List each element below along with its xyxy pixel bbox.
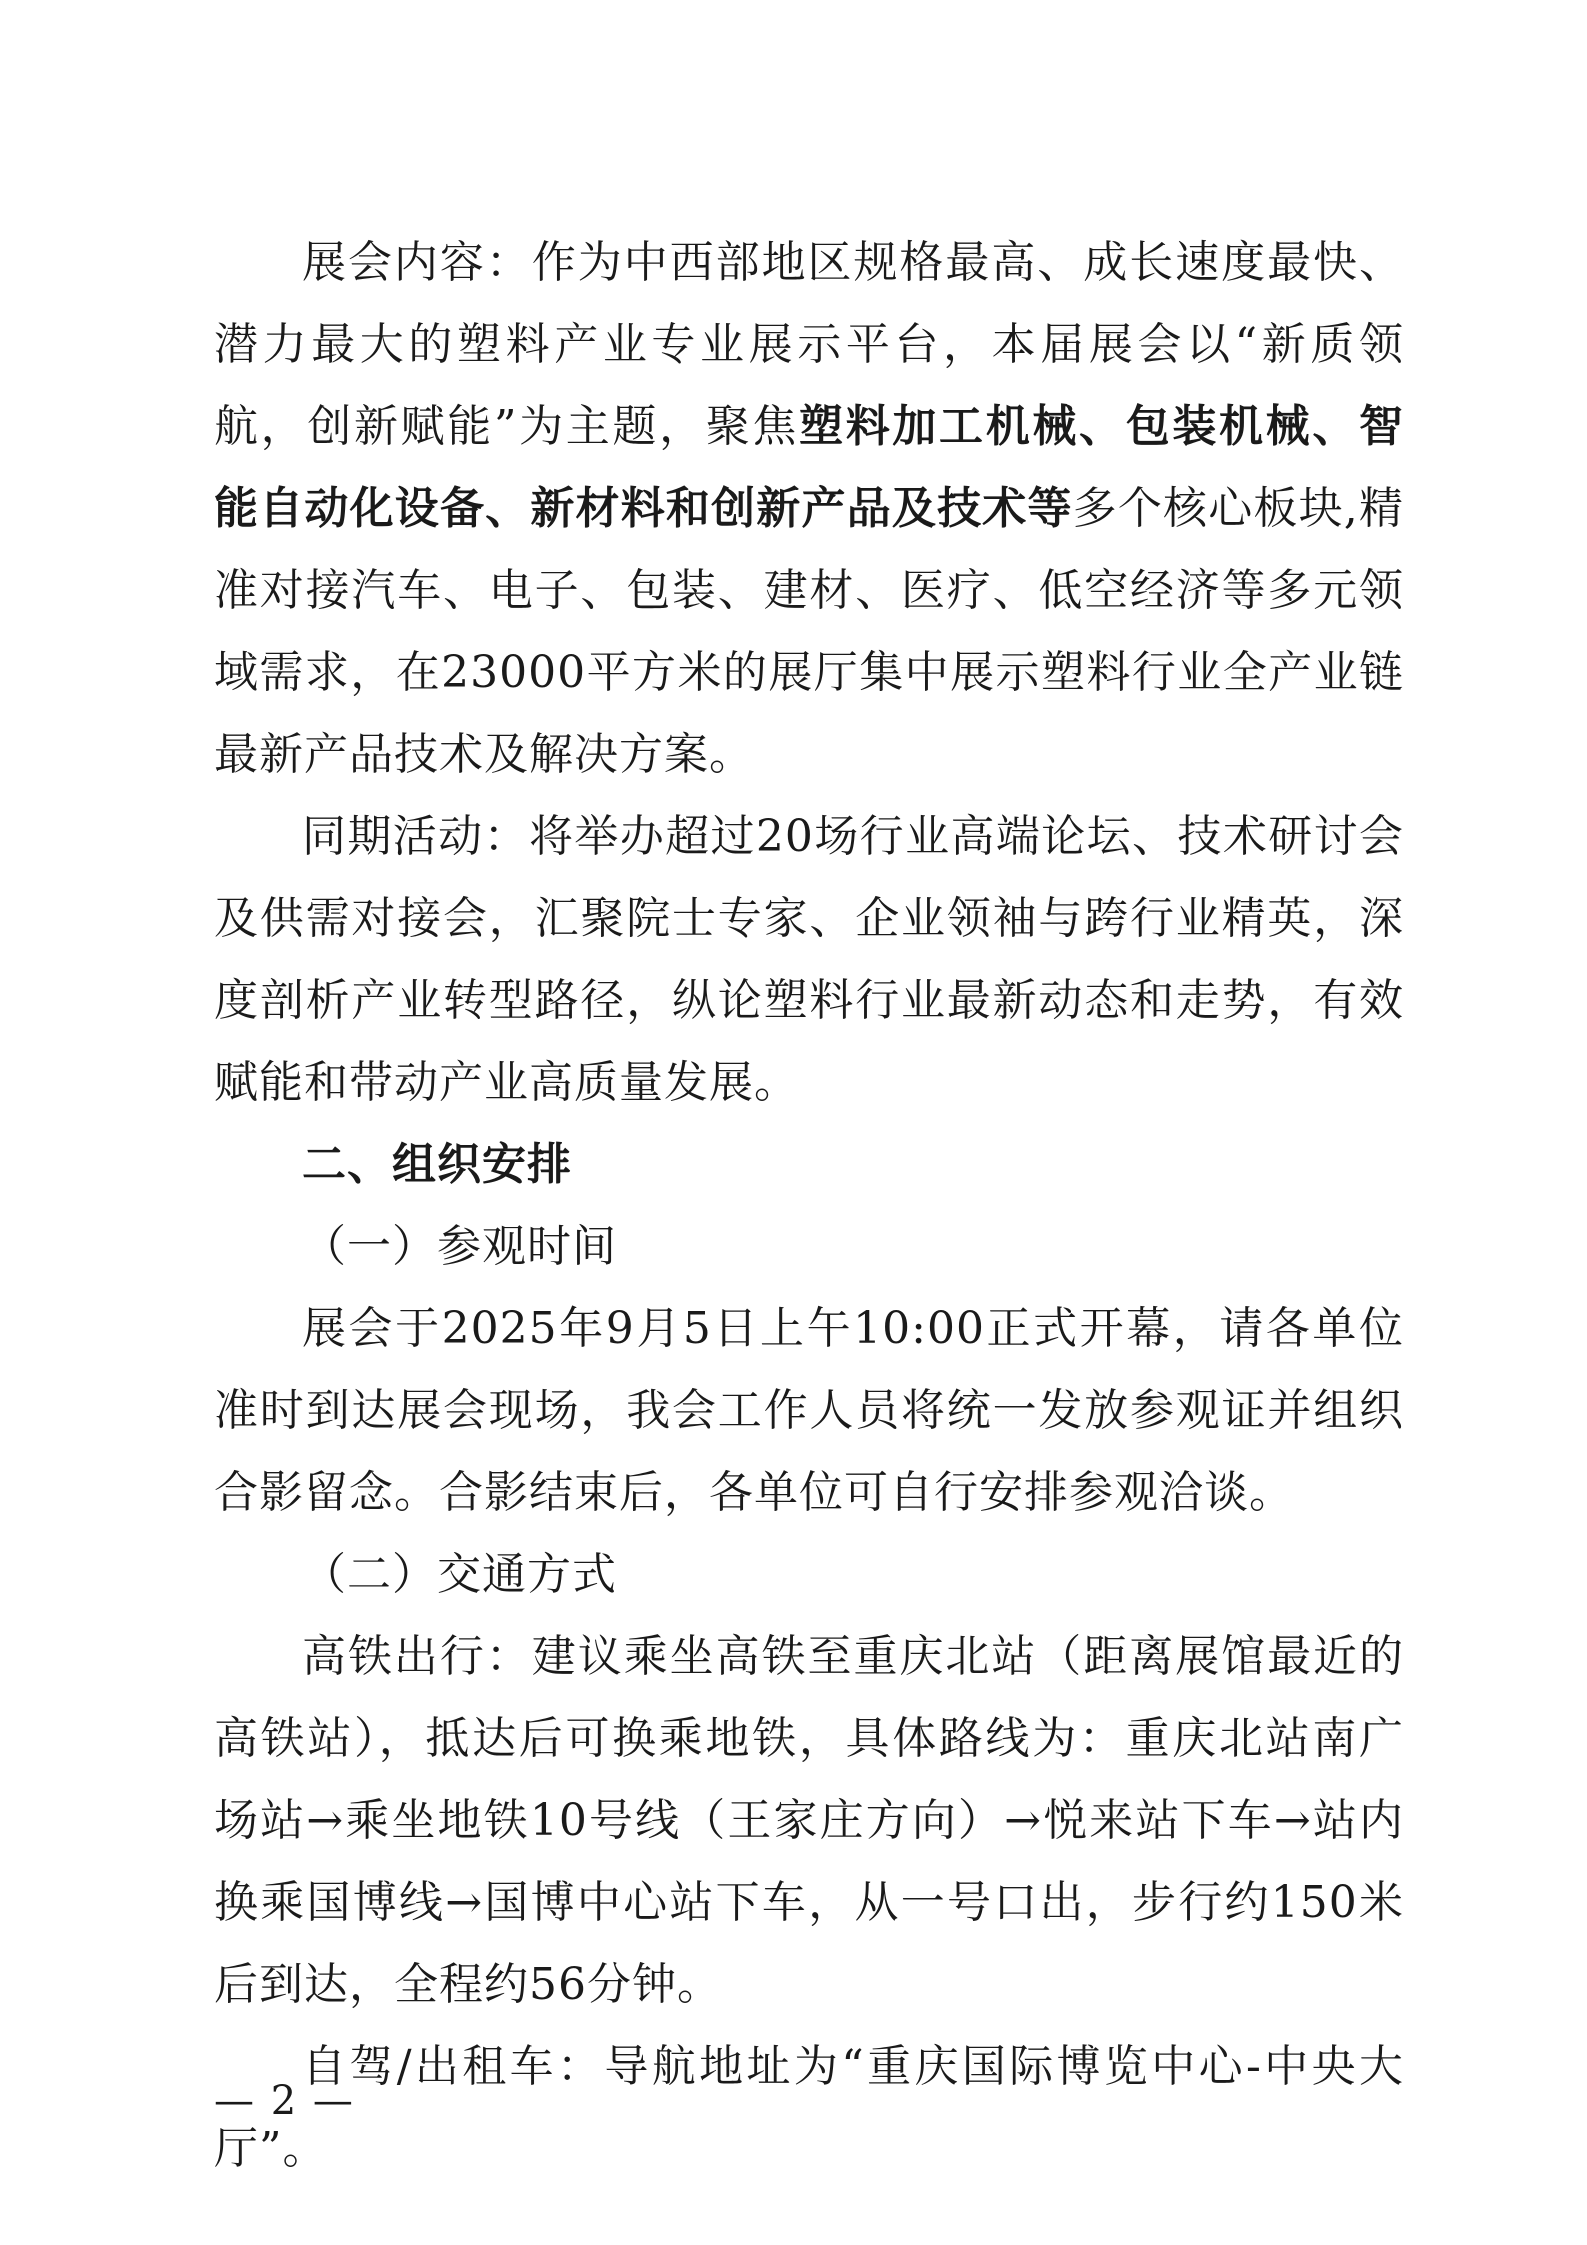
paragraph-bold-highlight: 塑料加工机械、包装机械、智能自动化设备、新材料和创新产品及技术等 bbox=[214, 401, 1404, 534]
paragraph-concurrent-events: 同期活动：将举办超过20场行业高端论坛、技术研讨会及供需对接会，汇聚院士专家、企业领袖与跨行业精英，深度剖析产业转型路径，纵论塑料行业最新动态和走势，有效赋能和带动产业高质量发展。 bbox=[214, 811, 1404, 1108]
paragraph-visit-time: 展会于2025年9月5日上午10:00正式开幕，请各单位准时到达展会现场，我会工作人员将统一发放参观证并组织合影留念。合影结束后，各单位可自行安排参观洽谈。 bbox=[214, 1303, 1404, 1518]
subsection-title-transport: （二）交通方式 bbox=[302, 1549, 617, 1600]
page-number: — 2 — bbox=[214, 2078, 355, 2124]
document-body bbox=[214, 222, 1404, 2190]
paragraph-exhibition-content bbox=[214, 222, 1404, 796]
paragraph-tail-text: 多个核心板块,精准对接汽车、电子、包装、建材、医疗、低空经济等多元领域需求，在23000平方米的展厅集中展示塑料行业全产业链最新产品技术及解决方案。 bbox=[214, 483, 1404, 780]
subsection-title-visit-time: （一）参观时间 bbox=[302, 1221, 617, 1272]
paragraph-high-speed-rail: 高铁出行：建议乘坐高铁至重庆北站（距离展馆最近的高铁站），抵达后可换乘地铁，具体路线为：重庆北站南广场站→乘坐地铁10号线（王家庄方向）→悦来站下车→站内换乘国博线→国博中心站下车，从一号口出，步行约150米后到达，全程约56分钟。 bbox=[214, 1631, 1404, 2010]
section-title-organization: 二、组织安排 bbox=[302, 1139, 572, 1190]
paragraph-self-drive-taxi: 自驾/出租车：导航地址为“重庆国际博览中心-中央大厅”。 bbox=[214, 2041, 1404, 2174]
paragraph-lead-text: 展会内容：作为中西部地区规格最高、成长速度最快、潜力最大的塑料产业专业展示平台，本届展会以“新质领航，创新赋能”为主题，聚焦 bbox=[214, 237, 1404, 452]
